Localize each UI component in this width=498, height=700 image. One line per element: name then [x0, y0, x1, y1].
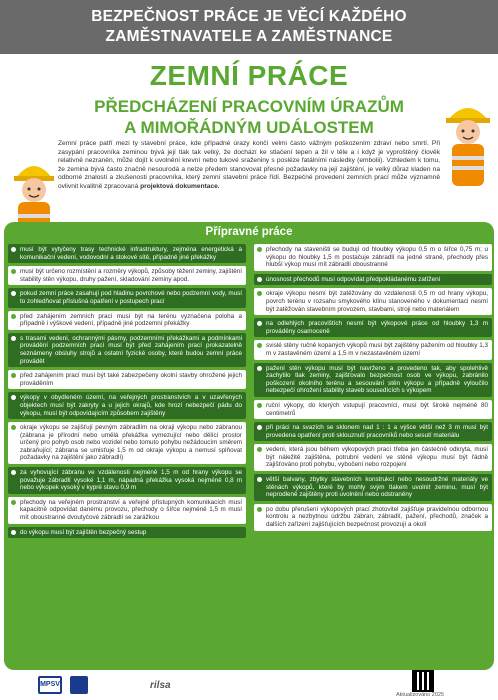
rule-item	[254, 474, 492, 501]
rule-text: před zahájením prací musí být také zabezpečeny okolní stavby ohrožené jejich prováděním	[20, 372, 242, 387]
rule-item	[254, 363, 492, 397]
intro-bold: projektová dokumentace.	[140, 182, 220, 190]
intro-text: Zemní práce patří mezi ty stavební práce, kde případné úrazy končí velmi často vážným poškozením zdraví nebo smrtí. Při zasypání pracovníka zeminou bývá její tlak tak velký, že dochází ke stlačení tepen a žil v těle a i když je vyproštěný člověk relativně nezraněn, může dojít k uvolnění krevní nebo tukové sraženiny s posléze fatálními následky (embolii). Vzhledem k tomu, že zemina bývá často značně nesourodá a nelze předem stanovovat přesné požadavky na její zajištění, je velký důraz kladen na odborné znalosti a zkušenosti pracovníka, který zemní stavební práce řídí. Bezpečné provedení zemních prací může významně ovlivnit kvalitně zpracovaná	[58, 140, 440, 190]
bullet-icon	[257, 343, 262, 348]
bullet-icon	[257, 447, 262, 452]
rule-text: před zahájením zemních prací musí být na terénu vyznačena poloha a případně i výškové vedení, případně jiné podzemní překážky	[20, 312, 242, 328]
bullet-icon	[257, 366, 262, 371]
rule-item	[8, 422, 246, 464]
subtitle-line-2: A MIMOŘÁDNÝM UDÁLOSTEM	[124, 118, 374, 137]
bullet-icon	[11, 269, 16, 274]
rule-text: svislé stěny ručně kopaných výkopů musí být zajištěny pažením od hloubky 1,3 m v zastavěném území a 1,5 m v nezastavěném území	[266, 342, 488, 357]
bullet-icon	[11, 530, 16, 535]
rule-item	[8, 288, 246, 307]
subtitle-line-1: PŘEDCHÁZENÍ PRACOVNÍM ÚRAZŮM	[94, 97, 404, 116]
page-subtitle	[0, 96, 498, 138]
rule-item	[8, 392, 246, 419]
bullet-icon	[257, 403, 262, 408]
rule-text: ruční výkopy, do kterých vstupují pracovníci, musí být široké nejméně 80 centimetrů	[266, 401, 488, 417]
bullet-icon	[257, 321, 262, 326]
rule-item	[8, 527, 246, 539]
page-title: ZEMNÍ PRÁCE	[149, 60, 349, 91]
rule-item	[254, 340, 492, 359]
rule-text: okraje výkopu nesmí být zatěžovány do vzdálenosti 0,5 m od hrany výkopu, povrch terénu v rozsahu smykového klínu stanoveného v dokumentaci nesmí být zatěžován stavebním provozem, stavbami, stroji nebo materiálem	[266, 290, 488, 313]
rule-item	[8, 467, 246, 494]
bullet-icon	[257, 291, 262, 296]
bullet-icon	[11, 500, 16, 505]
rule-item	[8, 370, 246, 389]
rule-text: únosnost přechodů musí odpovídat předpokládanému zatížení	[266, 275, 441, 283]
bullet-icon	[11, 373, 16, 378]
rule-text: větší balvany, zbytky stavebních konstrukcí nebo nesoudržné materiály ve stěnách výkopů, které by mohly svým tlakem uvolnit zeminu, musí být neprodleně zajištěny proti uvolnění nebo odstraněny	[266, 476, 488, 499]
rule-text: po dobu přerušení výkopových prací zhotovitel zajišťuje pravidelnou odbornou kontrolu a nezbytnou údržbu zábran, zábradlí, pažení, přechodů, značek a dalších zařízení zajišťujících bezpečnost provozují a okolí	[266, 505, 488, 529]
rule-item	[8, 497, 246, 524]
rule-text: vedení, která jsou během výkopových prací třeba jen částečně odkryta, musí být náležitě zajištěna, potrubní vedení ve stěně výkopu musí být řádně zajišťováno proti pohybu, vybočení nebo rozpojení	[266, 446, 488, 469]
rules-column-right	[254, 244, 492, 534]
rule-item	[8, 311, 246, 330]
bullet-icon	[11, 291, 16, 296]
rilsa-logo: rilsa	[150, 680, 171, 691]
rule-item	[254, 318, 492, 337]
rule-item	[254, 504, 492, 531]
bullet-icon	[11, 395, 16, 400]
rule-text: okraje výkopu se zajišťují pevným zábradlím na okraji výkopu nebo zábranou (zábrana je přírodní nebo umělá překážka vymezující nebo dělící prostor určený pro pohyb osob nebo vozidel nebo tomuto pohybu nežádoucím směrem zabraňující; zábrana se umisťuje 1,5 m od okraje výkopu a nemusí splňovat požadavky na zajištění jako zábradlí)	[20, 424, 242, 462]
bullet-icon	[11, 247, 16, 252]
rule-text: za vyhovující zábranu ve vzdálenosti nejméně 1,5 m od hrany výkopu se považuje zábradlí vysoké 1,1 m, nápadná překážka vysoká nejméně 0,8 m nebo výkopek vysoký v kypré stavu 0,9 m	[20, 469, 242, 492]
qr-code-icon[interactable]	[412, 670, 434, 692]
rule-text: musí být určeno rozmístění a rozměry výkopů, způsoby těžení zeminy, zajištění stability stěn výkopu, druhy pažení, skladování zeminy apod.	[20, 268, 242, 283]
rule-item	[8, 266, 246, 285]
worker-illustration-right	[438, 94, 498, 186]
rule-text: musí být vytyčeny trasy technické infrastruktury, zejména energetická a komunikační vedení, vodovodní a stokové sítě, případně jiné překážky	[20, 246, 242, 261]
bullet-icon	[257, 477, 262, 482]
rule-text: přechody na staveništi se budují od hloubky výkopu 0,5 m o šířce 0,75 m; u výkopu do hloubky 1,5 m postačuje zábradlí na jedné straně, přechody přes hlubší výkop musí mít zábradlí oboustranné	[266, 246, 488, 269]
banner-line-2: ZAMĚSTNAVATELE A ZAMĚSTNANCE	[105, 28, 393, 45]
bullet-icon	[11, 470, 16, 475]
rule-item	[254, 274, 492, 286]
rules-column-left	[8, 244, 246, 541]
rule-item	[8, 244, 246, 263]
rule-item	[254, 422, 492, 441]
rule-item	[254, 244, 492, 271]
rule-text: přechody na veřejném prostranství a veřejně přístupných komunikacích musí kapacitně odpovídat danému provozu, přechody o šířce nejméně 1,5 m musí mít oboustranné dvoutyčové zábradlí se zarážkou	[20, 498, 242, 522]
bullet-icon	[257, 425, 262, 430]
eu-flag-logo	[70, 676, 88, 694]
mpsv-logo: MPSV	[38, 676, 62, 694]
rule-text: na odlehlých pracovištích nesmí být výkopové práce od hloubky 1,3 m prováděny osamoceně	[266, 320, 488, 335]
bullet-icon	[257, 507, 262, 512]
bullet-icon	[11, 425, 16, 430]
rule-text: pažení stěn výkopu musí být navrženo a provedeno tak, aby spolehlivě zachytilo tlak zeminy, zajišťovalo bezpečnost osob ve výkopu, zabránilo poškození okolního terénu a sesouvání stěn výkopu a případně vyloučilo nebezpečí ohrožení stability staveb sousedících s výkopem	[266, 364, 488, 395]
rule-item	[254, 400, 492, 419]
rule-item	[254, 444, 492, 471]
banner-line-1: BEZPEČNOST PRÁCE JE VĚCÍ KAŽDÉHO	[91, 8, 407, 25]
rule-item	[254, 288, 492, 315]
bullet-icon	[257, 277, 262, 282]
intro-paragraph	[58, 140, 440, 192]
top-banner	[0, 0, 498, 54]
rule-text: při práci na svazích se sklonem nad 1 : 1 a výšce větší než 3 m musí být provedena opatření proti sklouznutí pracovníků nebo sesutí materiálu	[266, 424, 488, 439]
rule-item	[8, 333, 246, 367]
bullet-icon	[257, 247, 262, 252]
rule-text: s trasami vedení, ochrannými pásmy, podzemními překážkami a podmínkami provádění podzemních prací musí být před zahájením prací prokazatelně seznámeny obsluhy strojů a ostatní fyzické osoby, které budou zemní práce provádět	[20, 334, 242, 365]
bullet-icon	[11, 336, 16, 341]
bullet-icon	[11, 314, 16, 319]
rule-text: výkopy v obydleném území, na veřejných prostranstvích a v uzavřených objektech musí být zakryty a u jejich okrajů, kde hrozí nebezpečí pádu do výkopu, musí být odpovídajícím způsobem zajištěny	[20, 394, 242, 417]
updated-note: Aktualizováno 2025	[396, 692, 445, 698]
section-title: Přípravné práce	[205, 226, 293, 238]
rule-text: do výkopu musí být zajištěn bezpečný sestup	[20, 528, 147, 536]
rule-text: pokud zemní práce zasahují pod hladinu povrchové nebo podzemní vody, musí to zohledňovat příslušná opatření v postupech prací	[20, 290, 242, 305]
